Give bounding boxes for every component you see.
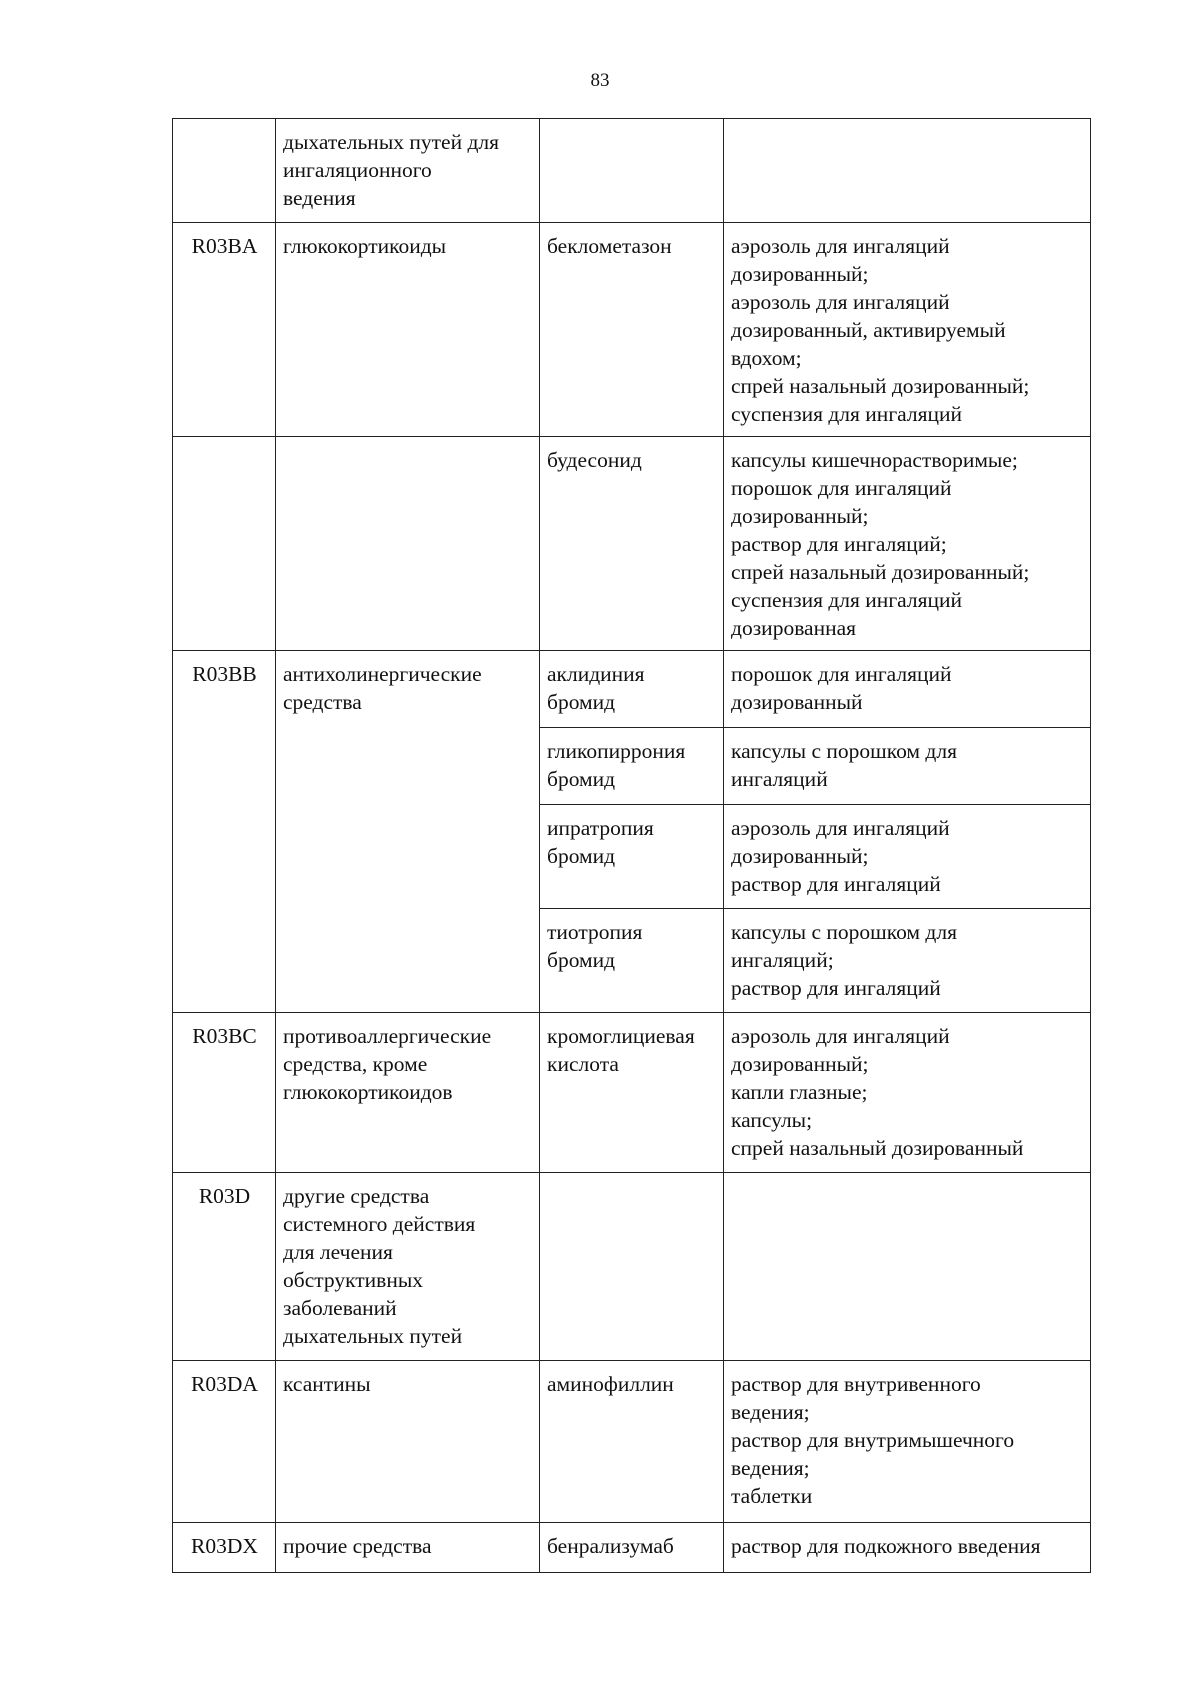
drug-cell: аклидиния бромид	[540, 651, 724, 728]
dosage-forms-cell: аэрозоль для ингаляций дозированный; раствор для ингаляций	[724, 805, 1091, 909]
table-row	[173, 119, 1091, 223]
atc-code-cell: R03DX	[173, 1523, 276, 1573]
table-row	[173, 1013, 1091, 1173]
drug-cell: будесонид	[540, 437, 724, 651]
group-cell: противоаллергические средства, кроме глюкокортикоидов	[276, 1013, 540, 1173]
dosage-forms-cell	[724, 1173, 1091, 1361]
dosage-forms-cell: раствор для подкожного введения	[724, 1523, 1091, 1573]
drug-cell: ипратропия бромид	[540, 805, 724, 909]
dosage-forms-cell: порошок для ингаляций дозированный	[724, 651, 1091, 728]
group-cell: другие средства системного действия для лечения обструктивных заболеваний дыхательных путей	[276, 1173, 540, 1361]
table-row	[173, 1523, 1091, 1573]
dosage-forms-cell: капсулы с порошком для ингаляций; раствор для ингаляций	[724, 909, 1091, 1013]
drug-cell: тиотропия бромид	[540, 909, 724, 1013]
dosage-forms-cell: аэрозоль для ингаляций дозированный; капли глазные; капсулы; спрей назальный дозированный	[724, 1013, 1091, 1173]
atc-code-cell: R03BC	[173, 1013, 276, 1173]
atc-code-cell: R03BA	[173, 223, 276, 437]
group-cell: прочие средства	[276, 1523, 540, 1573]
page-number: 83	[590, 70, 610, 91]
dosage-forms-cell	[724, 119, 1091, 223]
drug-cell: бенрализумаб	[540, 1523, 724, 1573]
table-row	[173, 1173, 1091, 1361]
atc-code-cell: R03BB	[173, 651, 276, 1013]
drug-cell: кромоглициевая кислота	[540, 1013, 724, 1173]
group-cell: глюкокортикоиды	[276, 223, 540, 437]
group-cell: антихолинергические средства	[276, 651, 540, 1013]
drug-cell: аминофиллин	[540, 1361, 724, 1523]
table-row	[173, 651, 1091, 728]
group-cell: ксантины	[276, 1361, 540, 1523]
atc-code-cell	[173, 437, 276, 651]
dosage-forms-cell: раствор для внутривенного ведения; раствор для внутримышечного ведения; таблетки	[724, 1361, 1091, 1523]
drug-cell: гликопиррония бромид	[540, 728, 724, 805]
dosage-forms-cell: аэрозоль для ингаляций дозированный; аэрозоль для ингаляций дозированный, активируемый вдохом; спрей назальный дозированный; суспензия для ингаляций	[724, 223, 1091, 437]
drug-cell: беклометазон	[540, 223, 724, 437]
table-row	[173, 1361, 1091, 1523]
dosage-forms-cell: капсулы кишечнорастворимые; порошок для ингаляций дозированный; раствор для ингаляций; спрей назальный дозированный; суспензия для ингаляций дозированная	[724, 437, 1091, 651]
drug-table	[172, 118, 1091, 1573]
drug-cell	[540, 119, 724, 223]
atc-code-cell: R03DA	[173, 1361, 276, 1523]
table-row	[173, 223, 1091, 437]
group-cell	[276, 437, 540, 651]
atc-code-cell: R03D	[173, 1173, 276, 1361]
group-cell: дыхательных путей для ингаляционного ведения	[276, 119, 540, 223]
table-row	[173, 437, 1091, 651]
drug-cell	[540, 1173, 724, 1361]
atc-code-cell	[173, 119, 276, 223]
dosage-forms-cell: капсулы с порошком для ингаляций	[724, 728, 1091, 805]
